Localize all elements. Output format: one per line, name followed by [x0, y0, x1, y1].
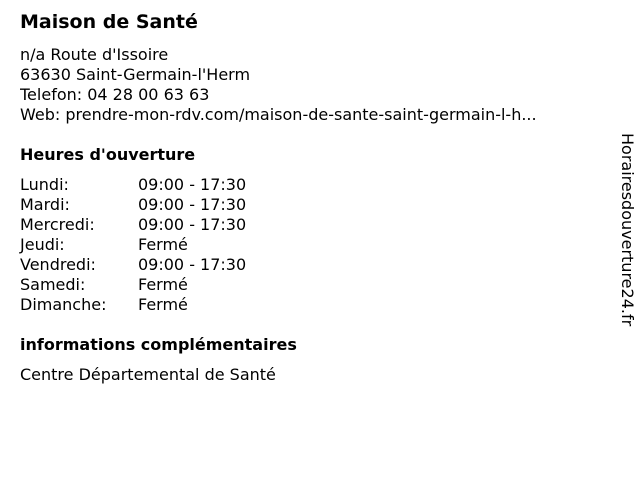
phone-number[interactable]: Telefon: 04 28 00 63 63: [20, 85, 210, 104]
hours-day: Jeudi:: [20, 235, 65, 254]
hours-day: Lundi:: [20, 175, 69, 194]
site-watermark-text[interactable]: Horairesdouverture24.fr: [618, 133, 637, 327]
site-watermark-link[interactable]: [617, 133, 637, 326]
hours-row-wednesday: [20, 215, 610, 235]
hours-time: Fermé: [138, 295, 188, 314]
additional-info-text: Centre Départemental de Santé: [20, 365, 276, 384]
additional-info-heading: informations complémentaires: [20, 335, 297, 354]
hours-time: Fermé: [138, 275, 188, 294]
hours-row-saturday: [20, 275, 610, 295]
place-card: [20, 9, 610, 385]
street-address: n/a Route d'Issoire: [20, 45, 169, 64]
hours-row-tuesday: [20, 195, 610, 215]
hours-day: Dimanche:: [20, 295, 107, 314]
place-name: Maison de Santé: [20, 11, 198, 33]
hours-day: Mardi:: [20, 195, 70, 214]
website-link[interactable]: Web: prendre-mon-rdv.com/maison-de-sante-saint-germain-l-h...: [20, 105, 537, 124]
hours-day: Mercredi:: [20, 215, 95, 234]
hours-time: Fermé: [138, 235, 188, 254]
hours-time: 09:00 - 17:30: [138, 175, 247, 194]
hours-row-thursday: [20, 235, 610, 255]
hours-day: Samedi:: [20, 275, 86, 294]
hours-day: Vendredi:: [20, 255, 96, 274]
hours-row-monday: [20, 175, 610, 195]
hours-row-sunday: [20, 295, 610, 315]
hours-time: 09:00 - 17:30: [138, 215, 247, 234]
hours-time: 09:00 - 17:30: [138, 195, 247, 214]
opening-hours-heading: Heures d'ouverture: [20, 145, 196, 164]
hours-row-friday: [20, 255, 610, 275]
hours-time: 09:00 - 17:30: [138, 255, 247, 274]
opening-hours-table: [20, 175, 610, 315]
city-address: 63630 Saint-Germain-l'Herm: [20, 65, 251, 84]
